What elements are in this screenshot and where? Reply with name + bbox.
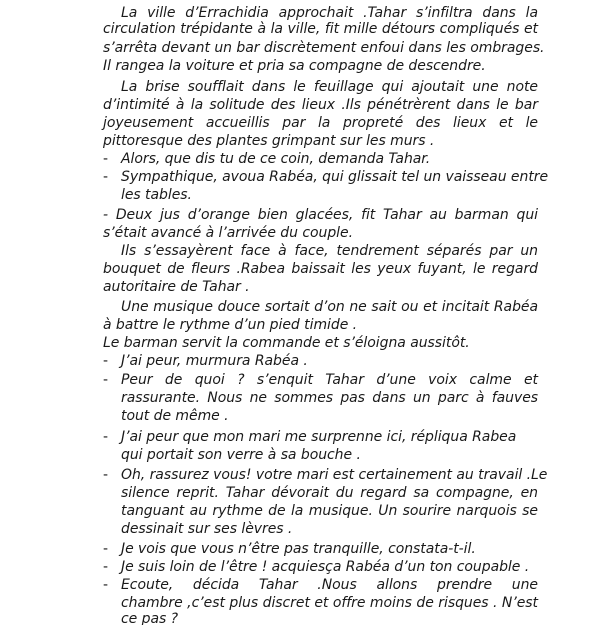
text-line: Ils s’essayèrent face à face, tendrement séparés par un (121, 243, 538, 259)
text-line: les tables. (121, 187, 192, 203)
text-line: s’arrêta devant un bar discrètement enfoui dans les ombrages. (103, 40, 545, 56)
text-line: rassurante. Nous ne sommes pas dans un parc à fauves (121, 390, 538, 406)
text-line: Je vois que vous n’être pas tranquille, constata-t-il. (121, 541, 476, 557)
text-line: qui portait son verre à sa bouche . (121, 447, 361, 463)
text-line: à battre le rythme d’un pied timide . (103, 317, 358, 333)
text-line: La brise soufflait dans le feuillage qui ajoutait une note (121, 79, 538, 95)
text-line: Peur de quoi ? s’enquit Tahar d’une voix calme et (121, 372, 538, 388)
text-line: - Deux jus d’orange bien glacées, fit Tahar au barman qui (103, 207, 538, 223)
text-line: Je suis loin de l’être ! acquiesça Rabéa d’un ton coupable . (121, 559, 530, 575)
text-line: s’était avancé à l’arrivée du couple. (103, 225, 353, 241)
text-line: Oh, rassurez vous! votre mari est certainement au travail .Le (121, 467, 548, 483)
dialogue-dash: - (103, 541, 109, 557)
text-line: La ville d’Errachidia approchait .Tahar s’infiltra dans la (121, 5, 538, 21)
text-line: tout de même . (121, 408, 229, 424)
dialogue-dash: - (103, 151, 109, 167)
text-line: Alors, que dis tu de ce coin, demanda Tahar. (121, 151, 431, 167)
text-line: d’intimité à la solitude des lieux .Ils pénétrèrent dans le bar (103, 97, 538, 113)
text-line: Une musique douce sortait d’on ne sait ou et incitait Rabéa (121, 299, 538, 315)
dialogue-dash: - (103, 372, 109, 388)
text-line: bouquet de fleurs .Rabea baissait les yeux fuyant, le regard (103, 261, 538, 277)
dialogue-dash: - (103, 353, 109, 369)
dialogue-dash: - (103, 467, 109, 483)
dialogue-dash: - (103, 559, 109, 575)
text-line: Sympathique, avoua Rabéa, qui glissait tel un vaisseau entre (121, 169, 549, 185)
text-line: Le barman servit la commande et s’éloigna aussitôt. (103, 335, 470, 351)
text-line: circulation trépidante à la ville, fit mille détours compliqués et (103, 21, 538, 37)
text-line: Il rangea la voiture et pria sa compagne de descendre. (103, 58, 486, 74)
text-line: J’ai peur, murmura Rabéa . (121, 353, 308, 369)
text-line: tanguant au rythme de la musique. Un sourire narquois se (121, 503, 538, 519)
text-line: ce pas ? (121, 611, 179, 625)
text-line: Ecoute, décida Tahar .Nous allons prendre une (121, 577, 538, 593)
dialogue-dash: - (103, 169, 109, 185)
text-line: dessinait sur ses lèvres . (121, 521, 293, 537)
text-line: joyeusement accueillis par la propreté des lieux et le (103, 115, 538, 131)
text-line: chambre ,c’est plus discret et offre moins de risques . N’est (121, 595, 538, 611)
text-line: J’ai peur que mon mari me surprenne ici, répliqua Rabea (121, 429, 517, 445)
text-line: pittoresque des plantes grimpant sur les murs . (103, 133, 435, 149)
text-line: silence reprit. Tahar dévorait du regard sa compagne, en (121, 485, 538, 501)
dialogue-dash: - (103, 577, 109, 593)
dialogue-dash: - (103, 429, 109, 445)
text-line: autoritaire de Tahar . (103, 279, 250, 295)
